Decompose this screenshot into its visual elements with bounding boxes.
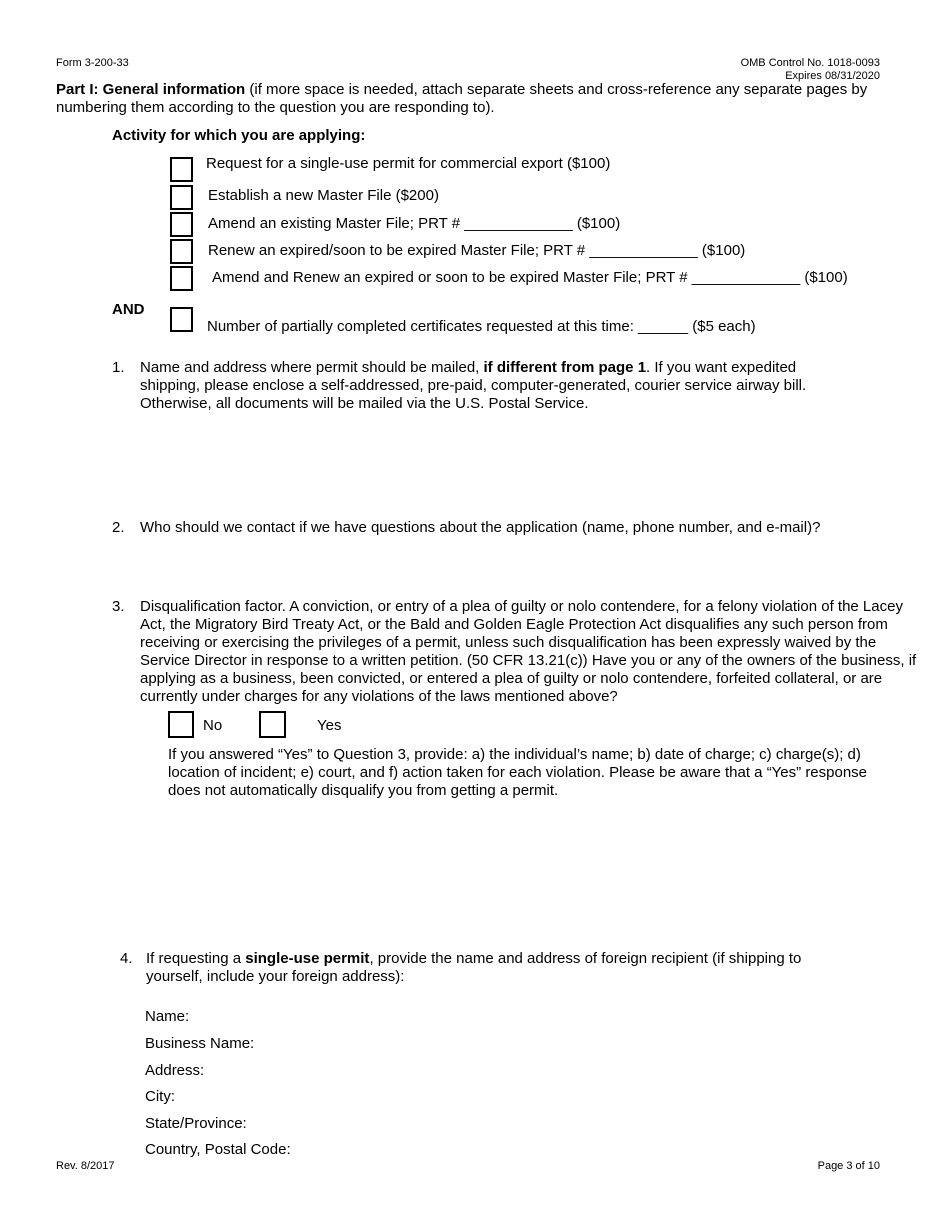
q3-text: Disqualification factor. A conviction, or entry of a plea of guilty or nolo contendere, for a felony violation of the Lacey Act, the Migratory Bird Treaty Act, or the Bald and Golden Eagle Protection Act disqualifies any such person from receiving or exercising the privileges of a permit, unless such disqualification has been expressly waived by the Service Director in response to a written petition. (50 CFR 13.21(c)) Have you or any of the owners of the business, if applying as a business, been convicted, or entered a plea of guilty or nolo contendere, forfeited collateral, or are currently under charges for any violations of the laws mentioned above? [140,598,917,705]
certificates-label: Number of partially completed certificates requested at this time: ______ ($5 each) [207,318,756,335]
q4-state-field: State/Province: [145,1115,247,1132]
q3-followup: If you answered “Yes” to Question 3, provide: a) the individual’s name; b) date of charge; c) charge(s); d) location of incident; e) court, and f) action taken for each violation. Please be aware that a “Yes” response does not automatically disqualify you from getting a permit. [168,746,868,799]
revision-date: Rev. 8/2017 [56,1160,115,1172]
renew-master-file-label: Renew an expired/soon to be expired Master File; PRT # _____________ ($100) [208,242,746,259]
omb-control-number: OMB Control No. 1018-0093 [740,57,880,69]
q4-text [146,950,846,986]
amend-master-file-label: Amend an existing Master File; PRT # _____________ ($100) [208,215,621,232]
q4-business-name-field: Business Name: [145,1035,255,1052]
single-use-permit-checkbox[interactable] [170,157,193,182]
q4-text-bold: single-use permit [245,950,370,967]
q4-country-postal-field: Country, Postal Code: [145,1141,291,1158]
q3-no-checkbox[interactable] [168,711,194,738]
renew-master-file-checkbox[interactable] [170,239,193,264]
q2-text: Who should we contact if we have questions about the application (name, phone number, and e-mail)? [140,519,821,536]
q4-number: 4. [120,950,133,967]
q2-number: 2. [112,519,125,536]
q3-yes-label: Yes [317,717,342,734]
form-number: Form 3-200-33 [56,57,129,69]
and-label: AND [112,301,145,318]
q4-city-field: City: [145,1088,175,1105]
q3-yes-checkbox[interactable] [259,711,286,738]
page-number: Page 3 of 10 [817,1160,880,1172]
amend-renew-master-file-label: Amend and Renew an expired or soon to be expired Master File; PRT # _____________ ($100) [212,269,848,286]
amend-renew-master-file-checkbox[interactable] [170,266,193,291]
q4-name-field: Name: [145,1008,190,1025]
q1-text-part1: Name and address where permit should be mailed, [140,359,484,376]
q4-text-part2: , provide the name and address of foreign recipient (if shipping to yourself, include your foreign address): [146,950,802,985]
expiration-date: Expires 08/31/2020 [785,70,880,82]
q4-text-part1: If requesting a [146,950,246,967]
new-master-file-label: Establish a new Master File ($200) [208,187,439,204]
part1-intro-text: (if more space is needed, attach separate sheets and cross-reference any separate pages by numbering them according to the question you are responding to). [56,81,868,116]
certificates-checkbox[interactable] [170,307,193,332]
q1-text-part2: . If you want expedited shipping, please enclose a self-addressed, pre-paid, computer-generated, courier service airway bill. Otherwise, all documents will be mailed via the U.S. Postal Service. [140,359,807,412]
activity-heading: Activity for which you are applying: [112,127,366,144]
q4-address-field: Address: [145,1062,205,1079]
part1-intro [56,81,886,117]
q1-number: 1. [112,359,125,376]
new-master-file-checkbox[interactable] [170,185,193,210]
q1-text [140,359,840,413]
q3-no-label: No [203,717,223,734]
amend-master-file-checkbox[interactable] [170,212,193,237]
single-use-permit-label: Request for a single-use permit for commercial export ($100) [206,155,611,172]
q1-text-bold: if different from page 1 [483,359,647,376]
q3-number: 3. [112,598,125,615]
part1-heading: Part I: General information [56,81,246,98]
